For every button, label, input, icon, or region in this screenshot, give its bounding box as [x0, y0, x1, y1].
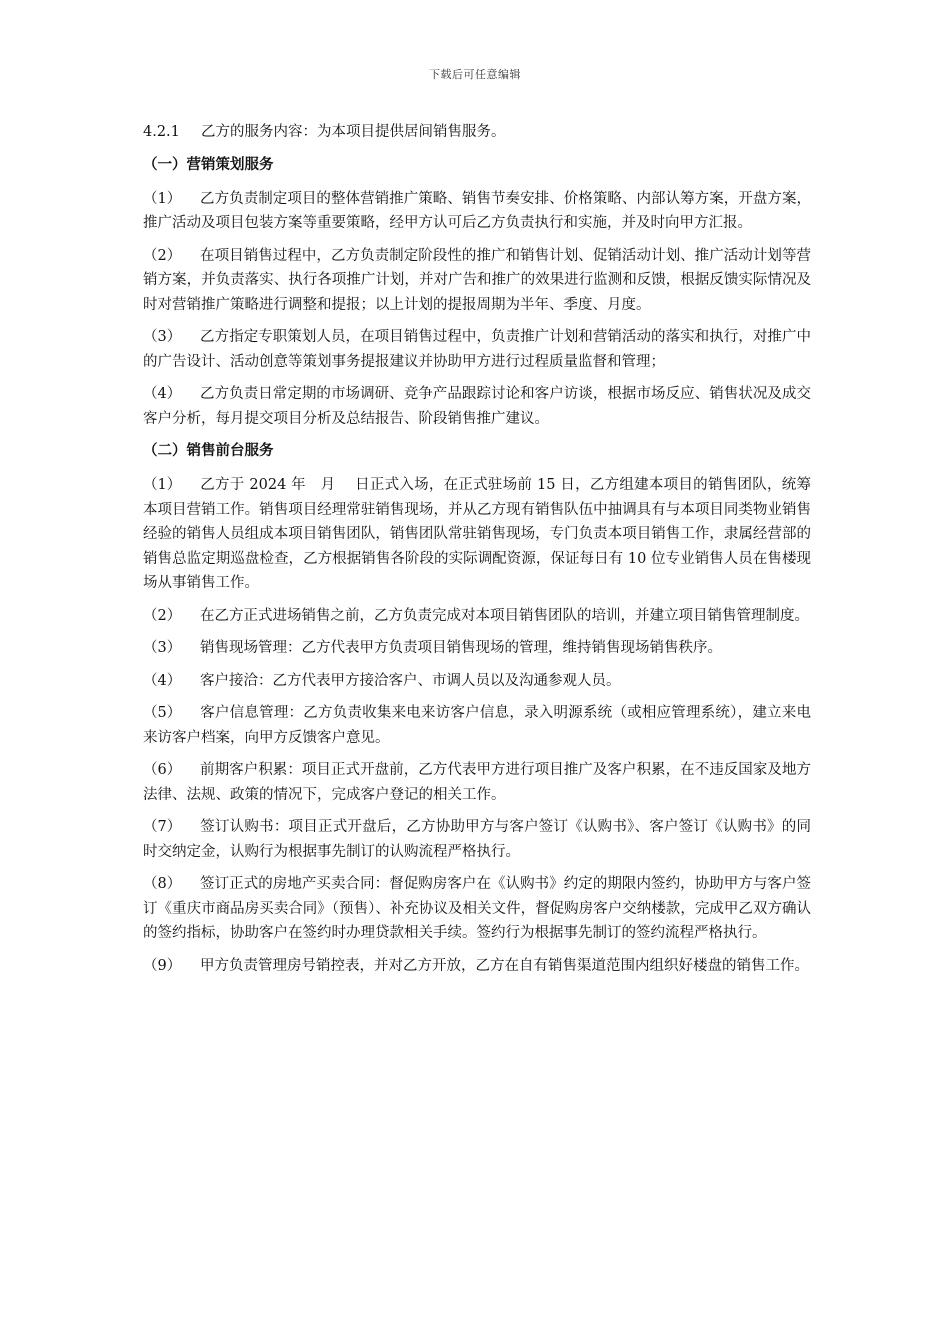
- list-item: （4） 客户接洽：乙方代表甲方接洽客户、市调人员以及沟通参观人员。: [143, 672, 621, 689]
- list-item: （1） 乙方于 2024 年 月 日正式入场，在正式驻场前 15 日，乙方组建本项目的销售团队，统筹本项目营销工作。销售项目经理常驻销售现场，并从乙方现有销售队伍中抽调具有与本项目同类物业销售经验的销售人员组成本项目销售团队，销售团队常驻销售现场，专门负责本项目销售工作，隶属经营部的销售总监定期巡盘检查，乙方根据销售各阶段的实际调配资源，保证每日有 10 位专业销售人员在售楼现场从事销售工作。: [143, 477, 811, 591]
- intro-number: 4.2.1: [143, 124, 180, 140]
- list-item: （5） 客户信息管理：乙方负责收集来电来访客户信息，录入明源系统（或相应管理系统），建立来电来访客户档案，向甲方反馈客户意见。: [143, 705, 811, 746]
- intro-text: 乙方的服务内容：为本项目提供居间销售服务。: [201, 124, 506, 140]
- section-title-sales-front: （二）销售前台服务: [143, 443, 274, 459]
- list-item: （2） 在乙方正式进场销售之前，乙方负责完成对本项目销售团队的培训，并建立项目销售管理制度。: [143, 607, 809, 624]
- list-item: （4） 乙方负责日常定期的市场调研、竞争产品跟踪讨论和客户访谈，根据市场反应、销售状况及成交客户分析，每月提交项目分析及总结报告、阶段销售推广建议。: [143, 386, 811, 427]
- list-item: （3） 销售现场管理：乙方代表甲方负责项目销售现场的管理，维持销售现场销售秩序。: [143, 640, 722, 656]
- list-item: （8） 签订正式的房地产买卖合同：督促购房客户在《认购书》约定的期限内签约，协助甲方与客户签订《重庆市商品房买卖合同》（预售）、补充协议及相关文件，督促购房客户交纳楼款，完成甲乙双方确认的签约指标，协助客户在签约时办理贷款相关手续。签约行为根据事先制订的签约流程严格执行。: [143, 876, 811, 941]
- document-body: [143, 120, 811, 986]
- list-item: （3） 乙方指定专职策划人员，在项目销售过程中，负责推广计划和营销活动的落实和执行，对推广中的广告设计、活动创意等策划事务提报建议并协助甲方进行过程质量监督和管理；: [143, 329, 811, 370]
- list-item: （9） 甲方负责管理房号销控表，并对乙方开放，乙方在自有销售渠道范围内组织好楼盘的销售工作。: [143, 957, 809, 974]
- section-title-marketing: （一）营销策划服务: [143, 156, 274, 173]
- list-item: （7） 签订认购书：项目正式开盘后，乙方协助甲方与客户签订《认购书》、客户签订《认购书》的同时交纳定金，认购行为根据事先制订的认购流程严格执行。: [143, 819, 811, 860]
- list-item: （6） 前期客户积累：项目正式开盘前，乙方代表甲方进行项目推广及客户积累，在不违反国家及地方法律、法规、政策的情况下，完成客户登记的相关工作。: [143, 762, 811, 803]
- list-item: （2） 在项目销售过程中，乙方负责制定阶段性的推广和销售计划、促销活动计划、推广活动计划等营销方案，并负责落实、执行各项推广计划，并对广告和推广的效果进行监测和反馈，根据反馈实际情况及时对营销推广策略进行调整和提报；以上计划的提报周期为半年、季度、月度。: [143, 247, 811, 313]
- header-note: 下载后可任意编辑: [429, 68, 521, 81]
- list-item: （1） 乙方负责制定项目的整体营销推广策略、销售节奏安排、价格策略、内部认筹方案，开盘方案，推广活动及项目包装方案等重要策略，经甲方认可后乙方负责执行和实施，并及时向甲方汇报。: [143, 190, 811, 231]
- intro-paragraph: [143, 120, 811, 145]
